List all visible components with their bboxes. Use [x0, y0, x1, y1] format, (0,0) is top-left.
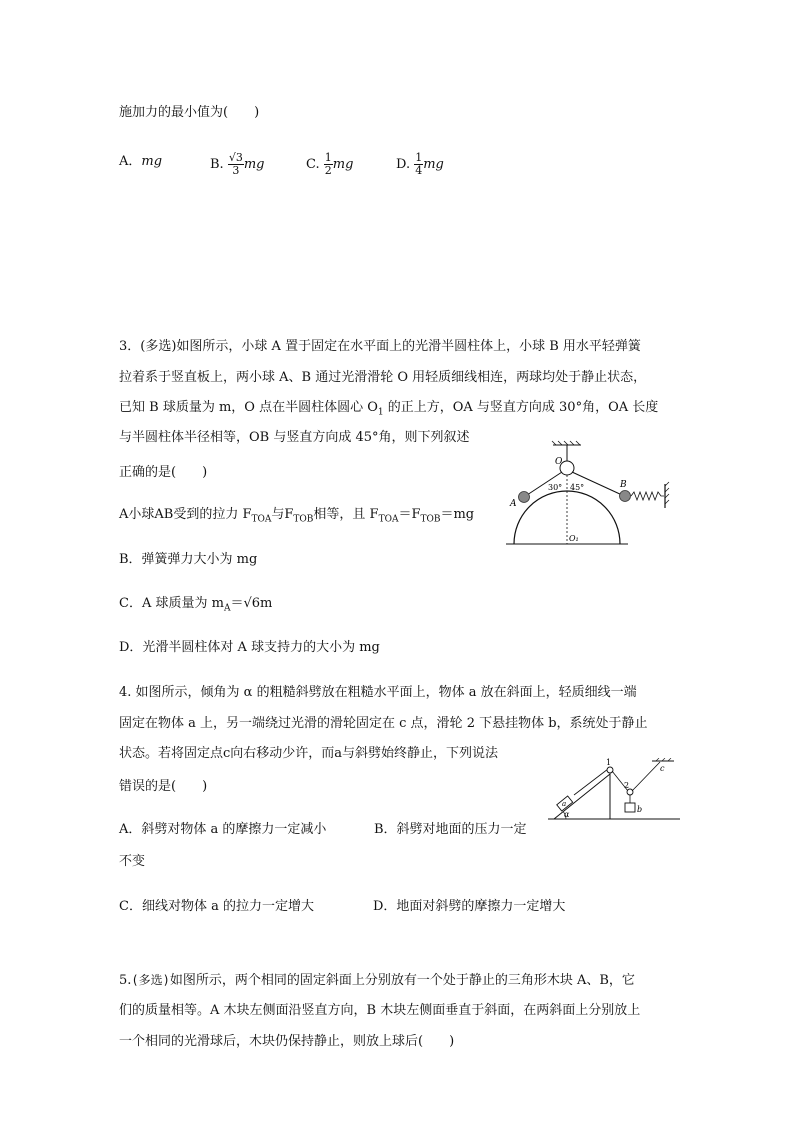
- label-a: A: [510, 499, 517, 509]
- angle-45: 45°: [570, 483, 585, 492]
- label-1: 1: [606, 758, 612, 767]
- q4-option-a: A．斜劈对物体 a 的摩擦力一定减小: [119, 822, 327, 837]
- q2-option-a: A．mg: [119, 154, 163, 169]
- q4-option-c: C．细线对物体 a 的拉力一定增大: [119, 899, 314, 914]
- label-b: B: [620, 480, 627, 490]
- q5-stem-line1: 5.(多选)如图所示，两个相同的固定斜面上分别放有一个处于静止的三角形木块 A、B，它: [119, 973, 635, 988]
- q2-stem-end: 施加力的最小值为( ): [119, 105, 260, 120]
- q3-stem-line2: 拉着系于竖直板上，两小球 A、B 通过光滑滑轮 O 用轻质细线相连，两球均处于静止状态，: [119, 370, 647, 385]
- q4-option-b-continued: 不变: [119, 854, 146, 869]
- q4-stem-line1: 4. 如图所示，倾角为 α 的粗糙斜劈放在粗糙水平面上，物体 a 放在斜面上，轻质细线一端: [119, 685, 637, 700]
- string-2-c: [632, 762, 660, 791]
- q2-option-c: C. $\frac{1}{2}$ mg: [306, 151, 354, 177]
- q5-stem-line2: 们的质量相等。A 木块左侧面沿竖直方向，B 木块左侧面垂直于斜面，在两斜面上分别放上: [119, 1003, 641, 1018]
- angle-30: 30°: [548, 483, 563, 492]
- q3-stem-line5: 正确的是( ): [119, 465, 208, 480]
- q3-figure: [500, 440, 675, 550]
- q3-option-d: D．光滑半圆柱体对 A 球支持力的大小为 mg: [119, 640, 380, 655]
- q3-stem-line4: 与半圆柱体半径相等，OB 与竖直方向成 45°角，则下列叙述: [119, 430, 470, 445]
- q5-stem-line3: 一个相同的光滑球后，木块仍保持静止，则放上球后( ): [119, 1034, 455, 1049]
- q4-stem-line4: 错误的是( ): [119, 779, 208, 794]
- ball-b: [620, 491, 631, 502]
- label-b: b: [637, 805, 643, 814]
- q3-stem-line1: 3．(多选)如图所示，小球 A 置于固定在水平面上的光滑半圆柱体上，小球 B 用水平轻弹簧: [119, 339, 641, 354]
- wedge: [554, 774, 610, 819]
- q3-stem-line3: 已知 B 球质量为 m，O 点在半圆柱体圆心 $O_1$ 的正上方，OA 与竖直方向成 30°角，OA 长度: [119, 400, 659, 418]
- q2-option-d: D. $\frac{1}{4}$ mg: [396, 151, 444, 177]
- label-alpha: α: [564, 810, 570, 819]
- label-o1: O₁: [569, 534, 579, 543]
- q3-option-b: B．弹簧弹力大小为 mg: [119, 552, 258, 567]
- q3-option-a: A小球AB受到的拉力 $F_{TOA}$与$F_{TOB}$相等，且 $F_{TOA}=F_{TOB}=mg$: [119, 507, 475, 525]
- pulley-1: [607, 767, 613, 773]
- q4-option-d: D．地面对斜劈的摩擦力一定增大: [373, 899, 566, 914]
- label-2: 2: [624, 781, 630, 790]
- label-o: O: [555, 457, 563, 467]
- ball-a: [519, 492, 530, 503]
- q4-stem-line3: 状态。若将固定点c向右移动少许，而a与斜劈始终静止，下列说法: [119, 746, 499, 761]
- q4-stem-line2: 固定在物体 a 上，另一端绕过光滑的滑轮固定在 c 点，滑轮 2 下悬挂物体 b，系统处于静止: [119, 716, 648, 731]
- label-c: c: [660, 764, 665, 773]
- q3-option-c: C．A 球质量为 $m_A=√6m$: [119, 596, 273, 614]
- label-a: a: [562, 800, 567, 808]
- spring: [631, 492, 664, 500]
- q4-option-b: B．斜劈对地面的压力一定: [374, 822, 527, 837]
- block-b: [625, 803, 635, 812]
- q2-option-b: B. $\frac{√3}{3}$ mg: [210, 151, 265, 177]
- q4-figure: [548, 758, 680, 822]
